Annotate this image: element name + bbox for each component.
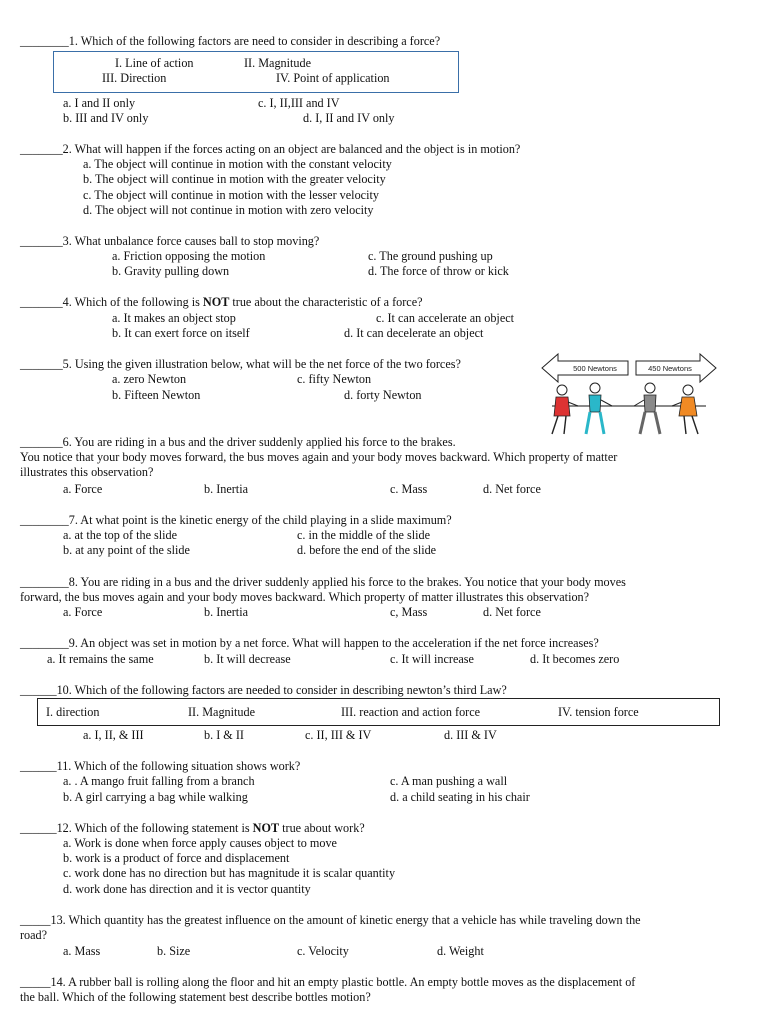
q5-choice: a. zero Newton — [112, 372, 187, 386]
q1-choice: a. I and II only — [63, 96, 136, 110]
q12-choice: c. work done has no direction but has magnitude it is scalar quantity — [63, 866, 396, 880]
q5-choice: b. Fifteen Newton — [112, 388, 201, 402]
left-force-label: 500 Newtons — [573, 364, 617, 373]
q11-choice: d. a child seating in his chair — [390, 790, 530, 804]
person-red-icon — [552, 385, 578, 434]
q4-choice: b. It can exert force on itself — [112, 326, 250, 340]
q7-choice: b. at any point of the slide — [63, 543, 190, 557]
q13-choice: b. Size — [157, 944, 191, 958]
q6-choice: d. Net force — [483, 482, 541, 496]
q6-stem: illustrates this observation? — [20, 465, 154, 479]
q2-choice: c. The object will continue in motion with the lesser velocity — [83, 188, 379, 202]
q9-choice: c. It will increase — [390, 652, 474, 666]
q3-stem: _______3. What unbalance force causes ball to stop moving? — [20, 234, 320, 248]
q10-stem: ______10. Which of the following factors are needed to consider in describing newton’s third Law? — [20, 683, 507, 697]
q5-choice: c. fifty Newton — [297, 372, 372, 386]
q3-choice: c. The ground pushing up — [368, 249, 493, 263]
right-force-label: 450 Newtons — [648, 364, 692, 373]
person-gray-icon — [634, 383, 660, 434]
q13-choice: c. Velocity — [297, 944, 349, 958]
q4-choice: d. It can decelerate an object — [344, 326, 484, 340]
q4-stem: _______4. Which of the following is NOT true about the characteristic of a force? — [20, 295, 423, 309]
q1-choice: d. I, II and IV only — [303, 111, 395, 125]
q14-stem: _____14. A rubber ball is rolling along the floor and hit an empty plastic bottle. An empty bottle moves as the displacement of — [20, 975, 636, 989]
q13-choice: a. Mass — [63, 944, 101, 958]
q2-choice: a. The object will continue in motion with the constant velocity — [83, 157, 392, 171]
q10-choice: c. II, III & IV — [305, 728, 372, 742]
q6-choice: c. Mass — [390, 482, 428, 496]
q5-choice: d. forty Newton — [344, 388, 422, 402]
q1-stem: ________1. Which of the following factors are need to consider in describing a force? — [20, 34, 441, 48]
q1-choice: c. I, II,III and IV — [258, 96, 340, 110]
q3-choice: b. Gravity pulling down — [112, 264, 230, 278]
q10-factor: I. direction — [46, 705, 100, 719]
q6-stem: _______6. You are riding in a bus and the driver suddenly applied his force to the brakes. — [20, 435, 456, 449]
q12-choice: b. work is a product of force and displacement — [63, 851, 290, 865]
person-cyan-icon — [586, 383, 612, 434]
q10-factor: IV. tension force — [558, 705, 639, 719]
q4-choice: a. It makes an object stop — [112, 311, 236, 325]
q3-choice: d. The force of throw or kick — [368, 264, 509, 278]
q13-choice: d. Weight — [437, 944, 484, 958]
q8-choice: d. Net force — [483, 605, 541, 619]
q9-choice: b. It will decrease — [204, 652, 291, 666]
q3-choice: a. Friction opposing the motion — [112, 249, 266, 263]
q1-factor: IV. Point of application — [276, 71, 390, 85]
q7-stem: ________7. At what point is the kinetic energy of the child playing in a slide maximum? — [20, 513, 452, 527]
q8-choice: a. Force — [63, 605, 103, 619]
q9-stem: ________9. An object was set in motion by a net force. What will happen to the acceleration if the net force increases? — [20, 636, 599, 650]
q9-choice: d. It becomes zero — [530, 652, 620, 666]
q1-choice: b. III and IV only — [63, 111, 149, 125]
q11-choice: b. A girl carrying a bag while walking — [63, 790, 248, 804]
q4-choice: c. It can accelerate an object — [376, 311, 515, 325]
person-orange-icon — [672, 385, 698, 434]
q6-choice: b. Inertia — [204, 482, 248, 496]
q6-stem: You notice that your body moves forward, the bus moves again and your body moves backward. Which property of matter — [20, 450, 618, 464]
q7-choice: c. in the middle of the slide — [297, 528, 431, 542]
q10-factor: III. reaction and action force — [341, 705, 481, 719]
q12-choice: a. Work is done when force apply causes object to move — [63, 836, 337, 850]
q14-stem: the ball. Which of the following statement best describe bottles motion? — [20, 990, 371, 1004]
q7-choice: a. at the top of the slide — [63, 528, 178, 542]
q9-choice: a. It remains the same — [47, 652, 154, 666]
q11-choice: a. . A mango fruit falling from a branch — [63, 774, 255, 788]
q1-factor: II. Magnitude — [244, 56, 312, 70]
q13-stem: _____13. Which quantity has the greatest influence on the amount of kinetic energy that a vehicle has while traveling down the — [20, 913, 641, 927]
q10-factor: II. Magnitude — [188, 705, 256, 719]
q8-stem: forward, the bus moves again and your body moves backward. Which property of matter illustrates this observation? — [20, 590, 590, 604]
q2-choice: d. The object will not continue in motion with zero velocity — [83, 203, 374, 217]
q11-stem: ______11. Which of the following situation shows work? — [20, 759, 301, 773]
q12-stem: ______12. Which of the following statement is NOT true about work? — [20, 821, 365, 835]
q11-choice: c. A man pushing a wall — [390, 774, 508, 788]
q13-stem: road? — [20, 928, 48, 942]
tug-of-war-illustration — [540, 350, 722, 440]
q10-choice: b. I & II — [204, 728, 244, 742]
q8-stem: ________8. You are riding in a bus and the driver suddenly applied his force to the brakes. You notice that your body moves — [20, 575, 626, 589]
q2-stem: _______2. What will happen if the forces acting on an object are balanced and the object is in motion? — [20, 142, 521, 156]
q8-choice: c, Mass — [390, 605, 428, 619]
q2-choice: b. The object will continue in motion with the greater velocity — [83, 172, 386, 186]
q7-choice: d. before the end of the slide — [297, 543, 437, 557]
q8-choice: b. Inertia — [204, 605, 248, 619]
q1-factor: III. Direction — [102, 71, 167, 85]
q5-stem: _______5. Using the given illustration below, what will be the net force of the two forces? — [20, 357, 461, 371]
q12-choice: d. work done has direction and it is vector quantity — [63, 882, 311, 896]
q10-choice: a. I, II, & III — [83, 728, 144, 742]
q10-choice: d. III & IV — [444, 728, 497, 742]
q1-factor: I. Line of action — [115, 56, 194, 70]
q6-choice: a. Force — [63, 482, 103, 496]
